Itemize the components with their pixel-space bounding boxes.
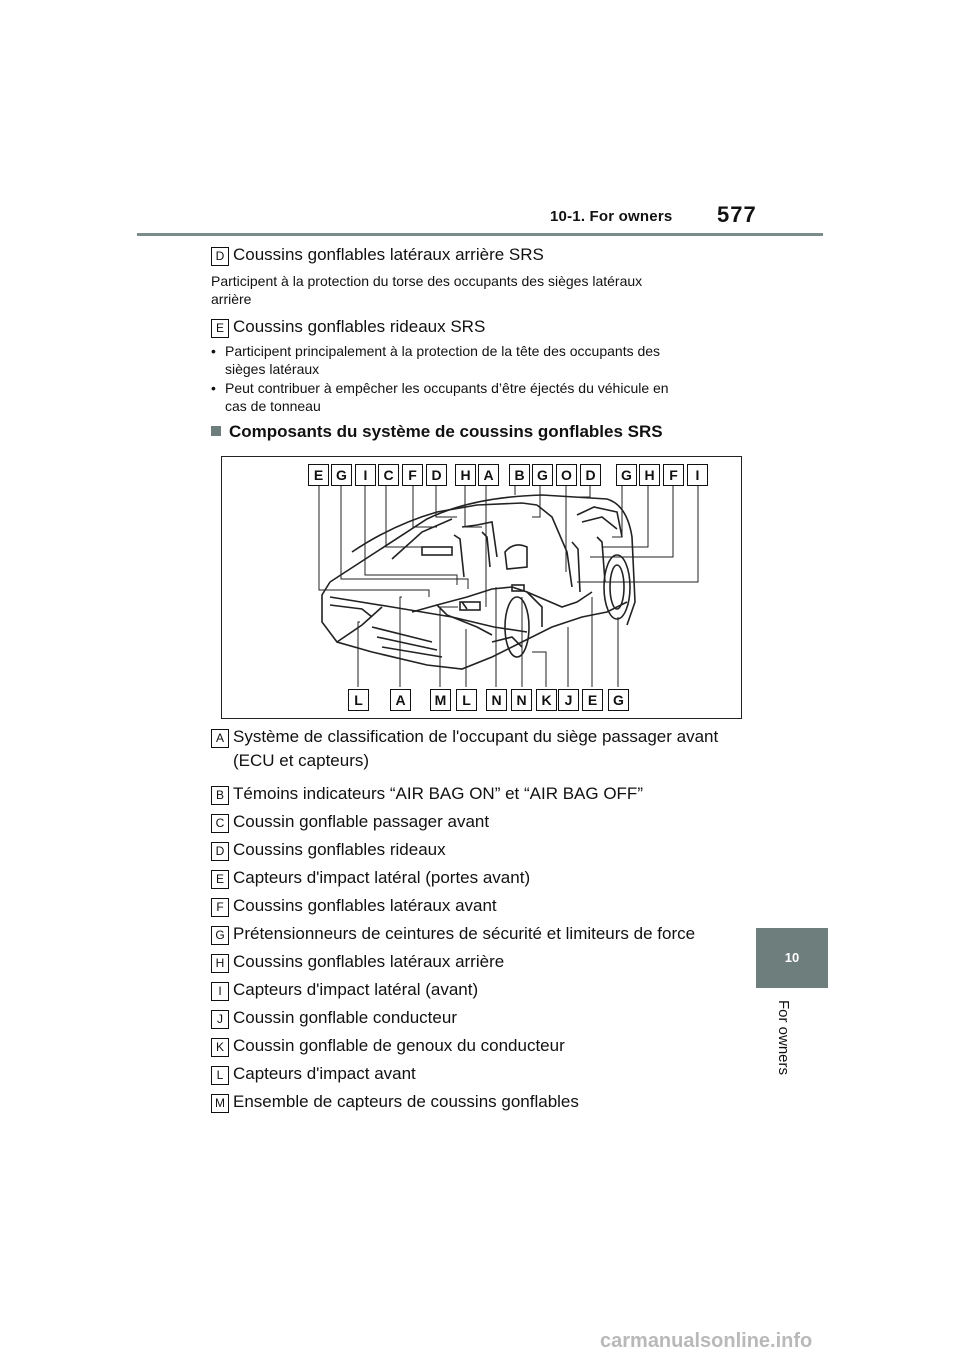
item-letter: G xyxy=(211,926,229,945)
item-letter: M xyxy=(211,1094,229,1113)
item-text: Coussins gonflables rideaux xyxy=(233,840,446,859)
bullet-line: Participent principalement à la protection de la tête des occupants des xyxy=(225,343,661,359)
heading-text: Composants du système de coussins gonflables SRS xyxy=(229,422,663,441)
figure-label: D xyxy=(580,464,601,486)
figure-label: G xyxy=(532,464,553,486)
watermark: carmanualsonline.info xyxy=(600,1330,813,1352)
item-letter: K xyxy=(211,1038,229,1057)
item-text: Coussin gonflable passager avant xyxy=(233,812,490,831)
item-text: Ensemble de capteurs de coussins gonflables xyxy=(233,1092,579,1111)
item-text: Capteurs d'impact latéral (avant) xyxy=(233,980,479,999)
bullet-mark: • xyxy=(211,343,216,359)
figure-label: L xyxy=(348,689,369,711)
item-letter: C xyxy=(211,814,229,833)
figure-label: A xyxy=(478,464,499,486)
item-title: Coussins gonflables rideaux SRS xyxy=(233,317,486,336)
figure-label: I xyxy=(687,464,708,486)
figure-label: E xyxy=(582,689,603,711)
item-letter: L xyxy=(211,1066,229,1085)
item-letter: D xyxy=(211,247,229,266)
chapter-number: 10 xyxy=(784,950,800,965)
figure-label: O xyxy=(556,464,577,486)
page-number: 577 xyxy=(717,202,757,227)
car-illustration xyxy=(222,457,741,718)
figure-label: I xyxy=(355,464,376,486)
chapter-label xyxy=(776,1000,794,1090)
item-text: Coussins gonflables latéraux arrière xyxy=(233,952,505,971)
item-text: Capteurs d'impact latéral (portes avant) xyxy=(233,868,531,887)
bullet-line: sièges latéraux xyxy=(225,361,320,377)
item-text: (ECU et capteurs) xyxy=(233,751,370,770)
item-letter: J xyxy=(211,1010,229,1029)
section-heading xyxy=(211,422,663,442)
figure-label: G xyxy=(616,464,637,486)
chapter-tab xyxy=(756,928,828,988)
figure-label: E xyxy=(308,464,329,486)
item-letter: E xyxy=(211,870,229,889)
item-text: Coussin gonflable de genoux du conducteur xyxy=(233,1036,565,1055)
bullet-line: cas de tonneau xyxy=(225,398,321,414)
item-title: Coussins gonflables latéraux arrière SRS xyxy=(233,245,544,264)
item-text: Capteurs d'impact avant xyxy=(233,1064,416,1083)
figure-label: G xyxy=(608,689,629,711)
bullet-line: Peut contribuer à empêcher les occupants d’être éjectés du véhicule en xyxy=(225,380,669,396)
figure-label: K xyxy=(536,689,557,711)
figure-label: C xyxy=(378,464,399,486)
item-letter: F xyxy=(211,898,229,917)
figure-label: H xyxy=(639,464,660,486)
heading-marker-icon xyxy=(211,426,221,436)
bullet-mark: • xyxy=(211,380,216,396)
item-text: Prétensionneurs de ceintures de sécurité et limiteurs de force xyxy=(233,924,696,943)
item-letter: D xyxy=(211,842,229,861)
item-letter: I xyxy=(211,982,229,1001)
figure-label: N xyxy=(511,689,532,711)
section-title: 10-1. For owners xyxy=(550,208,673,225)
item-text: Coussins gonflables latéraux avant xyxy=(233,896,497,915)
description-line: arrière xyxy=(211,291,252,307)
figure-label: N xyxy=(486,689,507,711)
item-letter: B xyxy=(211,786,229,805)
item-letter: A xyxy=(211,729,229,748)
item-text: Système de classification de l'occupant du siège passager avant xyxy=(233,727,719,746)
figure-label: L xyxy=(456,689,477,711)
figure-label: F xyxy=(663,464,684,486)
figure-label: F xyxy=(402,464,423,486)
item-text: Témoins indicateurs “AIR BAG ON” et “AIR BAG OFF” xyxy=(233,784,643,803)
item-letter: H xyxy=(211,954,229,973)
figure-label: J xyxy=(558,689,579,711)
item-description xyxy=(211,272,642,308)
figure-label: D xyxy=(426,464,447,486)
airbag-components-figure xyxy=(221,456,742,719)
figure-label: A xyxy=(390,689,411,711)
figure-label: M xyxy=(430,689,451,711)
description-line: Participent à la protection du torse des occupants des sièges latéraux xyxy=(211,273,643,289)
figure-label: H xyxy=(455,464,476,486)
item-text: Coussin gonflable conducteur xyxy=(233,1008,457,1027)
figure-label: G xyxy=(331,464,352,486)
item-letter: E xyxy=(211,319,229,338)
figure-label: B xyxy=(509,464,530,486)
chapter-label-text: For owners xyxy=(775,1000,792,1076)
header-divider xyxy=(137,233,823,236)
